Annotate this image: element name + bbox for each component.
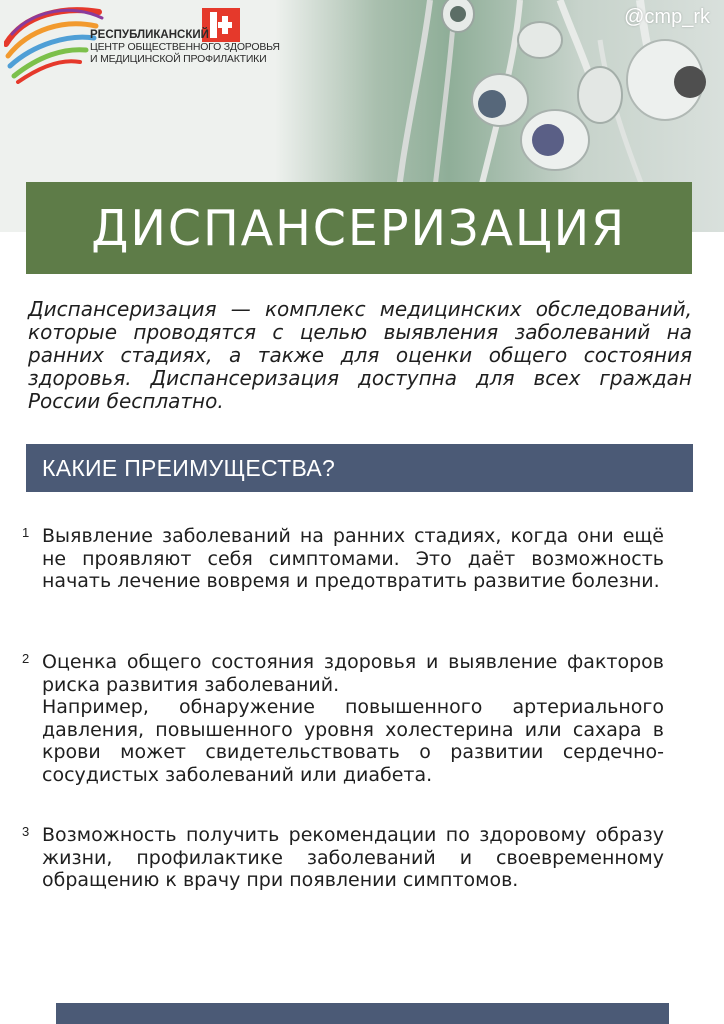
benefit-text: Возможность получить рекомендации по здоровому образу жизни, профилактике заболеваний и своевременному обращению к врачу при появлении симптомов.: [42, 824, 664, 891]
organization-logo: [4, 4, 280, 84]
benefit-text: Оценка общего состояния здоровья и выявление факторов риска развития заболеваний.: [42, 651, 664, 696]
section-heading: КАКИЕ ПРЕИМУЩЕСТВА?: [42, 454, 336, 481]
social-handle: @cmp_rk: [624, 6, 710, 28]
footer-banner: [56, 1003, 669, 1024]
benefit-item: [22, 525, 664, 593]
logo-line-1: РЕСПУБЛИКАНСКИЙ: [90, 29, 209, 41]
page-title: ДИСПАНСЕРИЗАЦИЯ: [91, 199, 627, 257]
logo-text: [90, 29, 280, 65]
logo-line-3: И МЕДИЦИНСКОЙ ПРОФИЛАКТИКИ: [90, 53, 267, 65]
benefit-item: [22, 824, 664, 892]
benefit-text: Выявление заболеваний на ранних стадиях, когда они ещё не проявляют себя симптомами. Это даёт возможность начать лечение вовремя и предотвратить развитие болезни.: [42, 525, 664, 592]
title-banner: [26, 182, 692, 274]
benefit-example-text: Например, обнаружение повышенного артериального давления, повышенного уровня холестерина или сахара в крови может свидетельствовать о развитии сердечно-сосудистых заболеваний или диабета.: [42, 696, 664, 786]
section-header-banner: [26, 444, 693, 492]
logo-line-2: ЦЕНТР ОБЩЕСТВЕННОГО ЗДОРОВЬЯ: [90, 41, 280, 53]
benefit-item: [22, 651, 664, 786]
benefit-number: 2: [22, 651, 30, 666]
benefit-number: 1: [22, 525, 30, 540]
intro-paragraph: Диспансеризация — комплекс медицинских обследований, которые проводятся с целью выявления заболеваний на ранних стадиях, а также для оценки общего состояния здоровья. Диспансеризация доступна для всех граждан России бесплатно.: [28, 297, 692, 413]
benefit-number: 3: [22, 824, 30, 839]
